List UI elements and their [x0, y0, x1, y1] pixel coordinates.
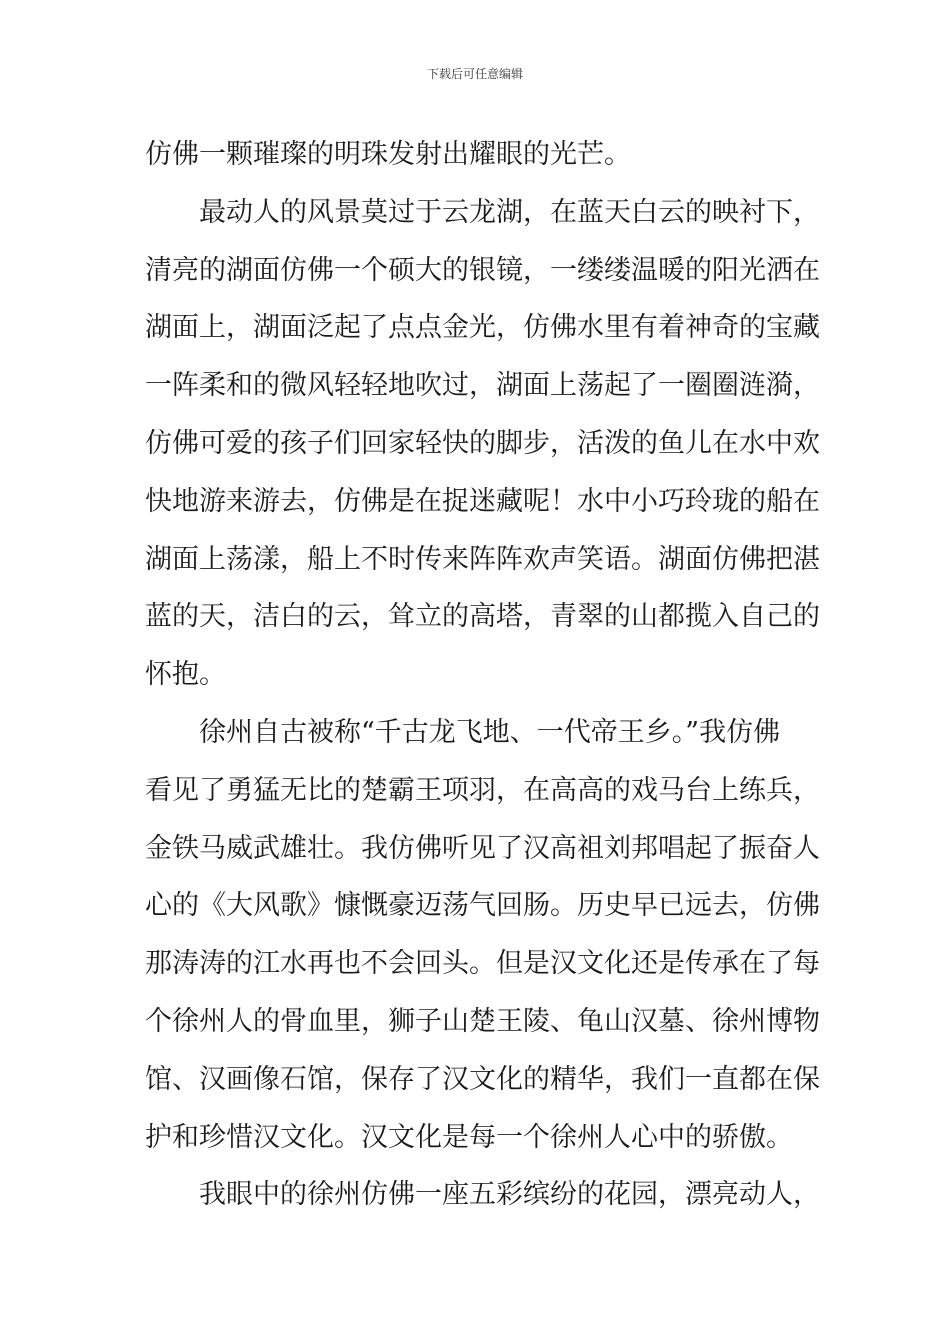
text-line: 我眼中的徐州仿佛一座五彩缤纷的花园，漂亮动人，: [199, 1179, 820, 1211]
text-line: 一阵柔和的微风轻轻地吹过，湖面上荡起了一圈圈涟漪，: [145, 370, 820, 402]
text-line: 徐州自古被称“千古龙飞地、一代帝王乡。”我仿佛: [199, 716, 781, 748]
text-line: 馆、汉画像石馆，保存了汉文化的精华，我们一直都在保: [145, 1063, 820, 1095]
text-line: 仿佛一颗璀璨的明珠发射出耀眼的光芒。: [145, 139, 631, 170]
text-line: 蓝的天，洁白的云，耸立的高塔，青翠的山都揽入自己的: [145, 601, 820, 633]
text-line: 怀抱。: [145, 659, 226, 691]
text-line: 看见了勇猛无比的楚霸王项羽，在高高的戏马台上练兵，: [145, 774, 820, 806]
page-header: [0, 66, 950, 82]
document-body: [145, 126, 820, 1224]
text-line: 个徐州人的骨血里，狮子山楚王陵、龟山汉墓、徐州博物: [145, 1005, 820, 1037]
text-line: 那涛涛的江水再也不会回头。但是汉文化还是传承在了每: [145, 948, 820, 980]
text-line: 湖面上荡漾，船上不时传来阵阵欢声笑语。湖面仿佛把湛: [145, 543, 820, 575]
text-line: 最动人的风景莫过于云龙湖，在蓝天白云的映衬下，: [199, 196, 820, 228]
header-text: 下载后可任意编辑: [426, 67, 523, 81]
text-line: 护和珍惜汉文化。汉文化是每一个徐州人心中的骄傲。: [145, 1121, 793, 1153]
text-line: 心的《大风歌》慷慨豪迈荡气回肠。历史早已远去，仿佛: [145, 890, 820, 922]
text-line: 快地游来游去，仿佛是在捉迷藏呢！水中小巧玲珑的船在: [145, 485, 820, 517]
text-line: 清亮的湖面仿佛一个硕大的银镜，一缕缕温暖的阳光洒在: [145, 254, 820, 286]
text-line: 湖面上，湖面泛起了点点金光，仿佛水里有着神奇的宝藏: [145, 312, 820, 344]
text-line: 仿佛可爱的孩子们回家轻快的脚步，活泼的鱼儿在水中欢: [145, 427, 820, 459]
text-line: 金铁马威武雄壮。我仿佛听见了汉高祖刘邦唱起了振奋人: [145, 832, 820, 864]
